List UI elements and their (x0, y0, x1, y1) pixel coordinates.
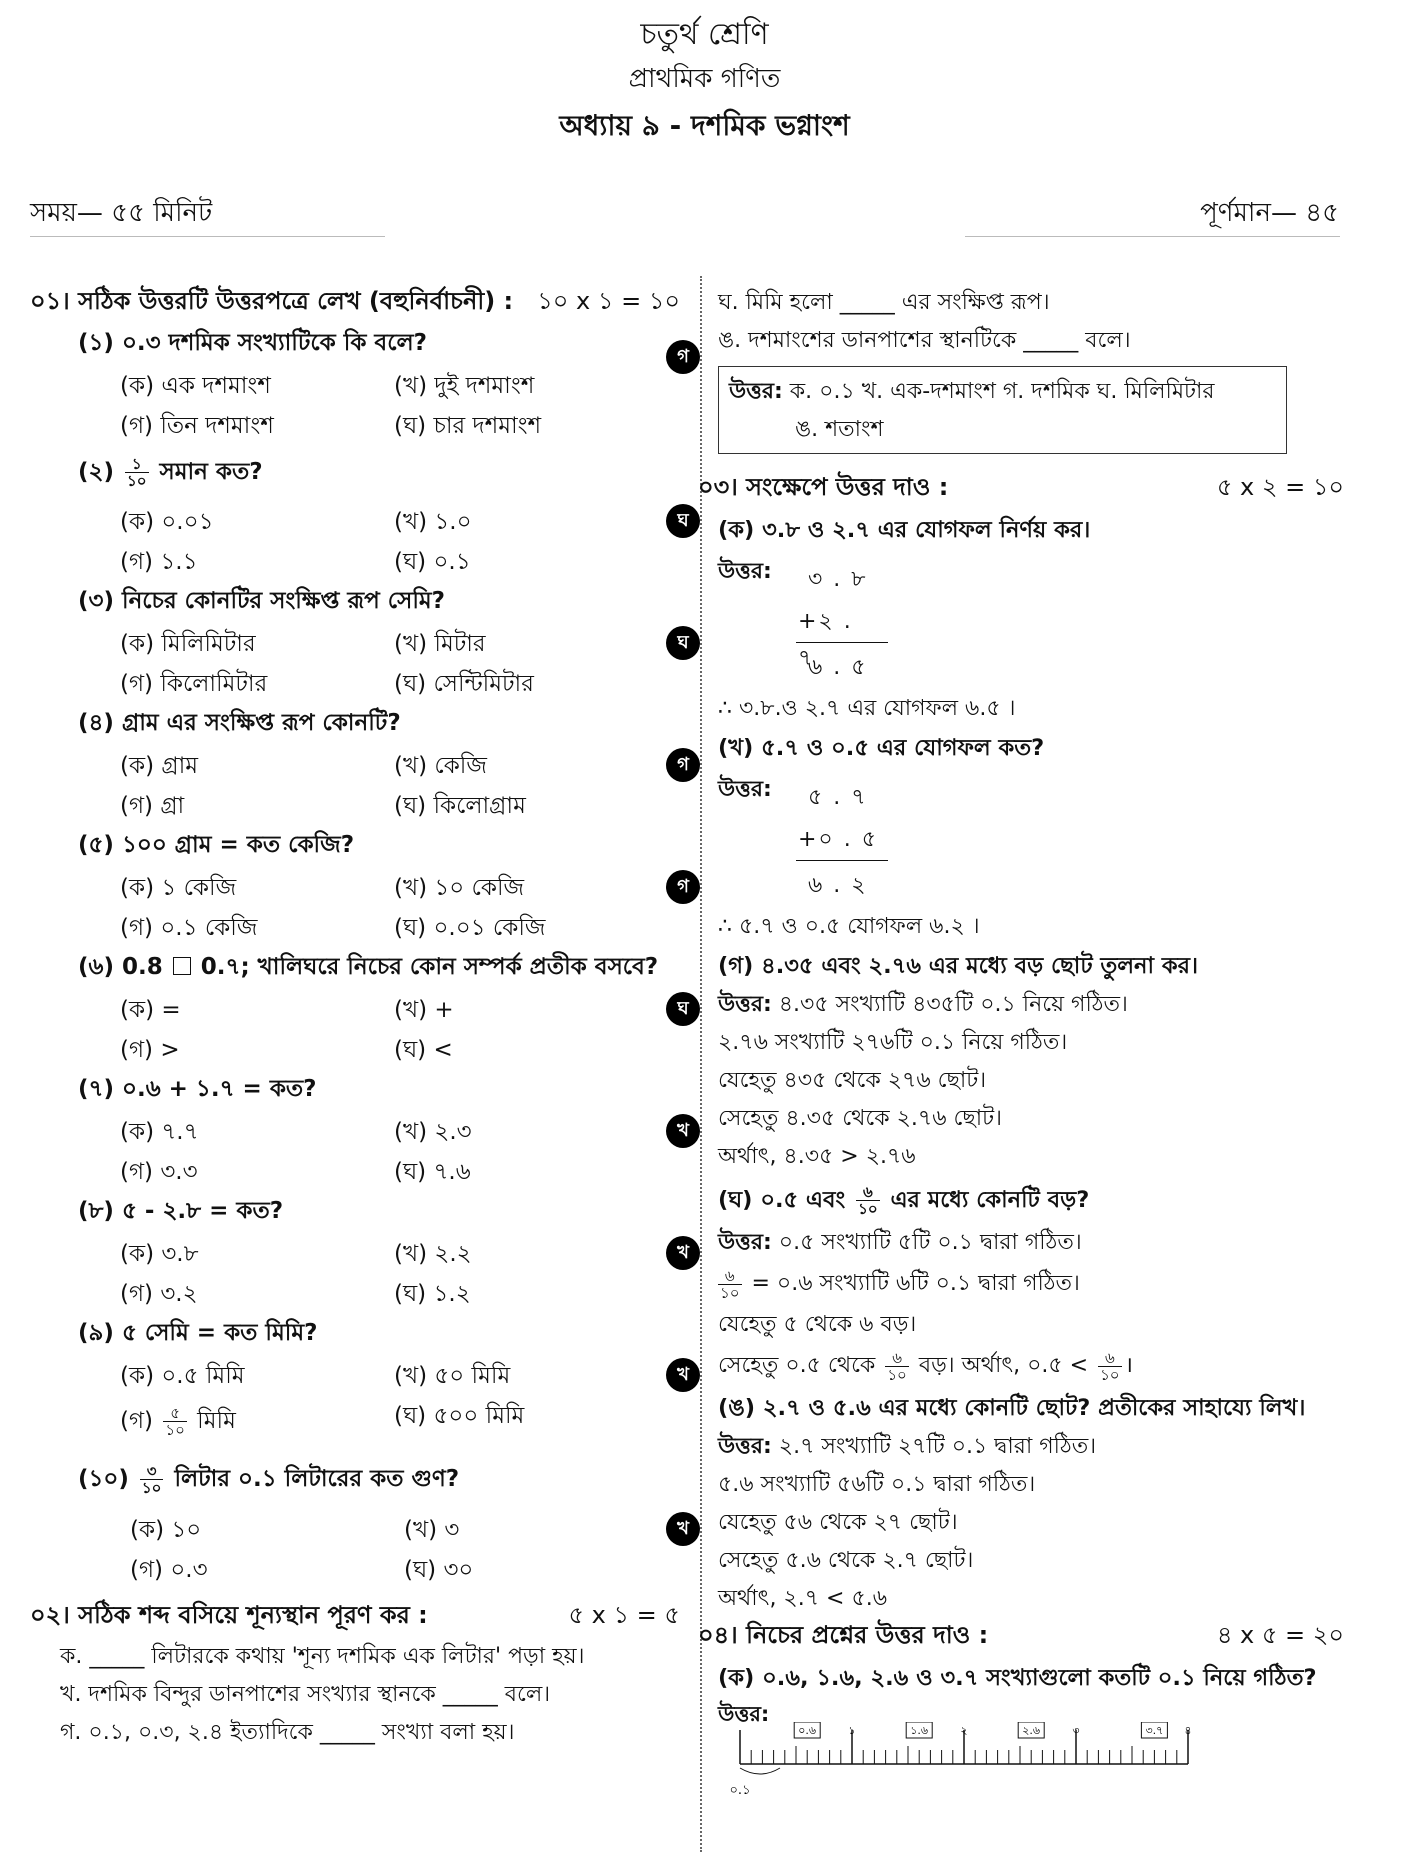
section3-heading (698, 470, 1344, 510)
fill-blank-line: খ. দশমিক বিন্দুর ডানপাশের সংখ্যার স্থানকে _____ বলে। (60, 1682, 551, 1707)
calc-row: +০ . ৫ (798, 827, 878, 852)
fraction: $\frac{৬}{১০}$ (858, 1183, 878, 1218)
ruler-label: ১.৬ (910, 1724, 929, 1737)
option: (ক) ০.০১ (120, 509, 214, 535)
question-text: (৭) ০.৬ + ১.৭ = কত? (78, 1076, 317, 1102)
mcq-item-8 (78, 1192, 689, 1314)
option: (ক) ১০ (130, 1517, 202, 1543)
answer-line: সেহেতু ০.৫ থেকে $\frac{৬}{১০}$ বড়। অর্থাৎ, ০.৫ < $\frac{৬}{১০}$ । (718, 1348, 1133, 1384)
option: (ঘ) ৫০০ মিমি (394, 1403, 525, 1429)
section2-title: ০২। সঠিক শব্দ বসিয়ে শূন্যস্থান পূরণ কর : (30, 1601, 428, 1629)
right-column (698, 284, 1344, 1808)
section1-marks: ১০ x ১ = ১০ (537, 287, 680, 315)
mcq-item-4 (78, 704, 689, 826)
mcq-item-5 (78, 826, 689, 948)
answer-badge: ঘ (666, 504, 700, 538)
fraction: $\frac{১}{১০}$ (127, 455, 147, 490)
question-text: (খ) ৫.৭ ও ০.৫ এর যোগফল কত? (718, 735, 1045, 761)
option: (ঘ) ৭.৬ (394, 1159, 471, 1185)
section4-title: ০৪। নিচের প্রশ্নের উত্তর দাও : (698, 1621, 989, 1649)
option: (খ) কেজি (394, 753, 487, 779)
option: (গ) > (120, 1037, 180, 1063)
result-line: ∴ ৩.৮.ও ২.৭ এর যোগফল ৬.৫ । (718, 696, 1016, 721)
answer-line (718, 1428, 1344, 1466)
option: (ঘ) ১.২ (394, 1281, 471, 1307)
options (120, 1112, 680, 1192)
answer-line (718, 1224, 1344, 1262)
option: (ক) ১ কেজি (120, 875, 237, 901)
option: (খ) ১.০ (394, 509, 472, 535)
fraction: $\frac{৬}{১০}$ (720, 1266, 740, 1302)
option: (ঘ) < (394, 1037, 453, 1063)
answer-text: ৪.৩৫ সংখ্যাটি ৪৩৫টি ০.১ নিয়ে গঠিত। (778, 992, 1128, 1017)
ruler-label: ৪ (1184, 1724, 1192, 1737)
answer-label: উত্তর: (718, 1702, 770, 1726)
options (120, 1356, 680, 1446)
calc-row: ৫ . ৭ (808, 785, 868, 810)
answer-line: অর্থাৎ, ২.৭ < ৫.৬ (718, 1586, 888, 1611)
question-text: (ঘ) ০.৫ এবং $\frac{৬}{১০}$ এর মধ্যে কোনটি বড়? (718, 1183, 1090, 1218)
left-column (30, 284, 689, 1752)
fraction: $\frac{৬}{১০}$ (1100, 1348, 1120, 1384)
calc-row: ৬ . ২ (808, 873, 868, 898)
answer-label: উত্তর: (718, 1230, 772, 1255)
result-line: ∴ ৫.৭ ও ০.৫ যোগফল ৬.২ । (718, 914, 980, 939)
option: (ক) = (120, 997, 181, 1023)
section4-heading (698, 1618, 1344, 1658)
question-text: (৩) নিচের কোনটির সংক্ষিপ্ত রূপ সেমি? (78, 588, 446, 614)
option: (ঘ) ০.০১ কেজি (394, 915, 546, 941)
option: (ক) ৭.৭ (120, 1119, 199, 1145)
answer-label: উত্তর: (718, 1434, 772, 1459)
subject-title: প্রাথমিক গণিত (628, 64, 781, 94)
answer-line: যেহেতু ৫ থেকে ৬ বড়। (718, 1312, 917, 1337)
question-text: (১) ০.৩ দশমিক সংখ্যাটিকে কি বলে? (78, 330, 427, 356)
option: (খ) ২.২ (394, 1241, 472, 1267)
question-text: (৬) 0.8 0.৭; খালিঘরে নিচের কোন সম্পর্ক প্রতীক বসবে? (78, 954, 659, 980)
option: (খ) ৫০ মিমি (394, 1363, 511, 1389)
answer-line: ৫.৬ সংখ্যাটি ৫৬টি ০.১ দ্বারা গঠিত। (718, 1472, 1036, 1497)
column-divider (700, 276, 702, 1852)
answer-line: যেহেতু ৫৬ থেকে ২৭ ছোট। (718, 1510, 958, 1535)
chapter-title: অধ্যায় ৯ - দশমিক ভগ্নাংশ (559, 109, 850, 142)
section4-marks: ৪ x ৫ = ২০ (1216, 1621, 1344, 1649)
answer-text: ০.৫ সংখ্যাটি ৫টি ০.১ দ্বারা গঠিত। (778, 1230, 1082, 1255)
mcq-item-1 (78, 324, 689, 446)
option: (খ) ১০ কেজি (394, 875, 525, 901)
fill-blank-line: গ. ০.১, ০.৩, ২.৪ ইত্যাদিকে _____ সংখ্যা বলা হয়। (60, 1720, 515, 1745)
answer-badge: গ (666, 870, 700, 904)
question-text: (১০) $\frac{৩}{১০}$ লিটার ০.১ লিটারের কত গুণ? (78, 1462, 460, 1497)
full-marks-label: পূর্ণমান— ৪৫ (1200, 198, 1339, 228)
mcq-item-10 (78, 1452, 689, 1590)
question-text: (৯) ৫ সেমি = কত মিমি? (78, 1320, 318, 1346)
fraction: $\frac{৫}{১০}$ (165, 1404, 185, 1439)
question-text: (ঙ) ২.৭ ও ৫.৬ এর মধ্যে কোনটি ছোট? প্রতীকের সাহায্যে লিখ। (718, 1395, 1306, 1421)
section2-marks: ৫ x ১ = ৫ (568, 1601, 680, 1629)
section3-title: ০৩। সংক্ষেপে উত্তর দাও : (698, 473, 949, 501)
section3-marks: ৫ x ২ = ১০ (1216, 473, 1344, 501)
answer-line: সেহেতু ৫.৬ থেকে ২.৭ ছোট। (718, 1548, 974, 1573)
option: (গ) ১.১ (120, 549, 198, 575)
answer-label: উত্তর: (718, 992, 772, 1017)
option: (ঘ) সেন্টিমিটার (394, 671, 534, 697)
answer-label: উত্তর: (718, 777, 772, 802)
answer-badge: খ (666, 1512, 700, 1546)
section1-heading (30, 284, 680, 324)
answer-badge: গ (666, 340, 700, 374)
calc-row: ৩ . ৮ (808, 567, 868, 592)
time-label: সময়— ৫৫ মিনিট (30, 198, 213, 228)
option: (ঘ) ৩০ (404, 1557, 474, 1583)
option: (ক) গ্রাম (120, 753, 199, 779)
option: (ক) ৩.৮ (120, 1241, 199, 1267)
calc-row: ৬ . ৫ (808, 655, 868, 680)
question-text: (৫) ১০০ গ্রাম = কত কেজি? (78, 832, 355, 858)
option: (খ) ২.৩ (394, 1119, 472, 1145)
question-text: (ক) ৩.৮ ও ২.৭ এর যোগফল নির্ণয় কর। (718, 517, 1091, 543)
option: (গ) ৩.৩ (120, 1159, 198, 1185)
question-text: (২) $\frac{১}{১০}$ সমান কত? (78, 455, 263, 490)
empty-box-icon (173, 957, 191, 975)
option: (গ) ৩.২ (120, 1281, 198, 1307)
option: (গ) $\frac{৫}{১০}$ মিমি (120, 1404, 236, 1439)
ruler-label: ০.৬ (798, 1724, 817, 1737)
answer-line (718, 986, 1344, 1024)
answer-badge: খ (666, 1358, 700, 1392)
option: (ক) মিলিমিটার (120, 631, 256, 657)
answer-text: ঙ. শতাংশ (795, 417, 884, 442)
options (120, 868, 680, 948)
question-text: (৮) ৫ - ২.৮ = কত? (78, 1198, 284, 1224)
option: (ক) ০.৫ মিমি (120, 1363, 245, 1389)
number-line-ruler (718, 1698, 1344, 1808)
option: (ঘ) চার দশমাংশ (394, 413, 542, 439)
mcq-item-7 (78, 1070, 689, 1192)
ruler-label: ৩ (1072, 1724, 1080, 1737)
option: (গ) ০.৩ (130, 1557, 208, 1583)
ruler-label: ১ (848, 1724, 856, 1737)
options (120, 624, 680, 704)
section2-heading (30, 1598, 680, 1638)
option: (খ) + (394, 997, 454, 1023)
option: (গ) কিলোমিটার (120, 671, 268, 697)
options (120, 990, 680, 1070)
option: (ক) এক দশমাংশ (120, 373, 271, 399)
ruler-brace (740, 1768, 780, 1774)
answer-text: ক. ০.১ খ. এক-দশমাংশ গ. দশমিক ঘ. মিলিমিটার (789, 379, 1215, 404)
mcq-item-2 (78, 446, 689, 582)
class-title: চতুর্থ শ্রেণি (640, 17, 769, 52)
answer-badge: ঘ (666, 992, 700, 1026)
fraction: $\frac{৬}{১০}$ (887, 1348, 907, 1384)
answer-label: উত্তর: (729, 379, 783, 404)
fill-blank-line: ঘ. মিমি হলো _____ এর সংক্ষিপ্ত রূপ। (718, 290, 1050, 315)
option: (খ) মিটার (394, 631, 486, 657)
option: (গ) ০.১ কেজি (120, 915, 258, 941)
option: (খ) ৩ (404, 1517, 460, 1543)
answer-line: সেহেতু ৪.৩৫ থেকে ২.৭৬ ছোট। (718, 1106, 1002, 1131)
calc-rule (796, 642, 888, 643)
option: (ঘ) কিলোগ্রাম (394, 793, 526, 819)
fraction: $\frac{৩}{১০}$ (141, 1462, 162, 1497)
section1-title: ০১। সঠিক উত্তরটি উত্তরপত্রে লেখ (বহুনির্বাচনী) : (30, 287, 514, 315)
options (120, 502, 680, 582)
option: (গ) তিন দশমাংশ (120, 413, 274, 439)
ruler-label: ২ (960, 1724, 968, 1737)
question-text: (গ) ৪.৩৫ এবং ২.৭৬ এর মধ্যে বড় ছোট তুলনা কর। (718, 953, 1199, 979)
header-rule-left (30, 236, 385, 237)
option: (গ) গ্রা (120, 793, 185, 819)
calc-row: +২ . ৭ (798, 609, 853, 671)
header-rule-right (965, 236, 1340, 237)
answer-badge: গ (666, 748, 700, 782)
question-text: (৪) গ্রাম এর সংক্ষিপ্ত রূপ কোনটি? (78, 710, 401, 736)
answer-line: অর্থাৎ, ৪.৩৫ > ২.৭৬ (718, 1144, 916, 1169)
option: (ঘ) ০.১ (394, 549, 471, 575)
answer-label: উত্তর: (718, 559, 772, 584)
calc-rule (796, 860, 888, 861)
options (120, 366, 680, 446)
fill-blank-line: ঙ. দশমাংশের ডানপাশের স্থানটিকে _____ বলে। (718, 328, 1131, 353)
answer-line: $\frac{৬}{১০}$ = ০.৬ সংখ্যাটি ৬টি ০.১ দ্বারা গঠিত। (720, 1266, 1080, 1302)
ruler-unit-label: ০.১ (729, 1783, 751, 1798)
mcq-item-3 (78, 582, 689, 704)
ruler-label: ২.৬ (1022, 1724, 1041, 1737)
answer-text: ২.৭ সংখ্যাটি ২৭টি ০.১ দ্বারা গঠিত। (778, 1434, 1097, 1459)
answer-line: যেহেতু ৪৩৫ থেকে ২৭৬ ছোট। (718, 1068, 987, 1093)
question-text: (ক) ০.৬, ১.৬, ২.৬ ও ৩.৭ সংখ্যাগুলো কতটি ০.১ নিয়ে গঠিত? (718, 1665, 1317, 1691)
section2-answer-box (718, 366, 1287, 454)
mcq-item-9 (78, 1314, 689, 1446)
options (120, 746, 680, 826)
mcq-item-6 (78, 948, 689, 1070)
option: (খ) দুই দশমাংশ (394, 373, 535, 399)
answer-line: ২.৭৬ সংখ্যাটি ২৭৬টি ০.১ নিয়ে গঠিত। (718, 1030, 1068, 1055)
addition-calculation (718, 550, 1344, 690)
fill-blank-line: ক. _____ লিটারকে কথায় 'শূন্য দশমিক এক লিটার' পড়া হয়। (60, 1644, 585, 1669)
ruler-svg (718, 1722, 1278, 1822)
addition-calculation (718, 768, 1344, 908)
answer-badge: ঘ (666, 626, 700, 660)
answer-badge: খ (666, 1236, 700, 1270)
options (130, 1510, 680, 1590)
ruler-label: ৩.৭ (1145, 1724, 1164, 1737)
options (120, 1234, 680, 1314)
answer-badge: খ (666, 1114, 700, 1148)
